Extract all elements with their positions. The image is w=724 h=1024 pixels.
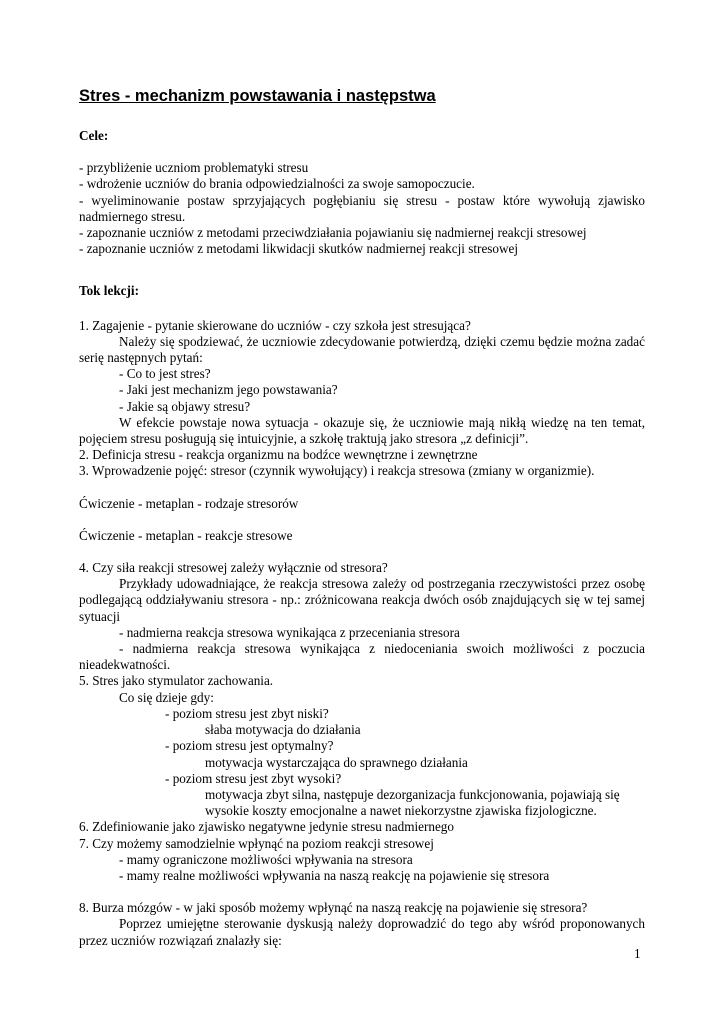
step-4-paragraph: Przykłady udowadniające, że reakcja stresowa zależy od postrzegania rzeczywistości przez osobę podlegającą oddziaływaniu stresora - np.: zróżnicowana reakcja dwóch osób znajdujących się w tej samej sytuacji bbox=[79, 576, 645, 624]
stress-level-optimal: - poziom stresu jest optymalny? bbox=[165, 738, 334, 754]
stress-level-low: - poziom stresu jest zbyt niski? bbox=[165, 705, 329, 721]
stress-level-optimal-answer: motywacja wystarczająca do sprawnego działania bbox=[205, 754, 468, 770]
step-1: 1. Zagajenie - pytanie skierowane do uczniów - czy szkoła jest stresująca? bbox=[79, 317, 471, 333]
stress-level-high: - poziom stresu jest zbyt wysoki? bbox=[165, 770, 342, 786]
exercise-2: Ćwiczenie - metaplan - reakcje stresowe bbox=[79, 527, 293, 543]
page-number: 1 bbox=[634, 946, 641, 961]
step-6: 6. Zdefiniowanie jako zjawisko negatywne jedynie stresu nadmiernego bbox=[79, 819, 454, 835]
step-1-question: - Jaki jest mechanizm jego powstawania? bbox=[119, 382, 338, 398]
exercise-1: Ćwiczenie - metaplan - rodzaje stresorów bbox=[79, 495, 299, 511]
step-3: 3. Wprowadzenie pojęć: stresor (czynnik wywołujący) i reakcja stresowa (zmiany w organizmie). bbox=[79, 463, 595, 479]
step-2: 2. Definicja stresu - reakcja organizmu na bodźce wewnętrzne i zewnętrzne bbox=[79, 447, 478, 463]
step-1-question: - Jakie są objawy stresu? bbox=[119, 398, 251, 414]
goal-item: - wdrożenie uczniów do brania odpowiedzialności za swoje samopoczucie. bbox=[79, 176, 475, 192]
step-7: 7. Czy możemy samodzielnie wpłynąć na poziom reakcji stresowej bbox=[79, 835, 434, 851]
step-5-question: Co się dzieje gdy: bbox=[119, 689, 214, 705]
step-7-bullet: - mamy ograniczone możliwości wpływania na stresora bbox=[119, 851, 413, 867]
step-1-question: - Co to jest stres? bbox=[119, 366, 211, 382]
step-5: 5. Stres jako stymulator zachowania. bbox=[79, 673, 274, 689]
step-4-bullet: - nadmierna reakcja stresowa wynikająca z przeceniania stresora bbox=[119, 624, 460, 640]
page-title: Stres - mechanizm powstawania i następstwa bbox=[79, 87, 436, 105]
document-content bbox=[79, 86, 645, 949]
step-8: 8. Burza mózgów - w jaki sposób możemy wpłynąć na naszą reakcję na pojawienie się stresora? bbox=[79, 900, 588, 916]
goal-item: - zapoznanie uczniów z metodami likwidacji skutków nadmiernej reakcji stresowej bbox=[79, 241, 519, 257]
goal-item: - przybliżenie uczniom problematyki stresu bbox=[79, 160, 309, 176]
goals-list bbox=[79, 160, 645, 257]
goals-heading: Cele: bbox=[79, 128, 109, 143]
stress-level-low-answer: słaba motywacja do działania bbox=[205, 722, 361, 738]
step-4: 4. Czy siła reakcji stresowej zależy wyłącznie od stresora? bbox=[79, 560, 388, 576]
goal-item: - zapoznanie uczniów z metodami przeciwdziałania pojawianiu się nadmiernej reakcji stresowej bbox=[79, 225, 587, 241]
stress-level-high-answer: motywacja zbyt silna, następuje dezorganizacja funkcjonowania, pojawiają się wysokie koszty emocjonalne a nawet niekorzystne zjawiska fizjologiczne. bbox=[205, 786, 620, 819]
step-1-effect: W efekcie powstaje nowa sytuacja - okazuje się, że uczniowie mają nikłą wiedzę na ten temat, pojęciem stresu posługują się intuicyjnie, a szkołę traktują jako stresora „z definicji”. bbox=[79, 414, 645, 447]
lesson-heading: Tok lekcji: bbox=[79, 283, 139, 299]
goal-item: - wyeliminowanie postaw sprzyjających pogłębianiu się stresu - postaw które wywołują zjawisko nadmiernego stresu. bbox=[79, 192, 645, 224]
step-1-paragraph: Należy się spodziewać, że uczniowie zdecydowanie potwierdzą, dzięki czemu będzie można zadać serię następnych pytań: bbox=[79, 333, 645, 366]
step-8-paragraph: Poprzez umiejętne sterowanie dyskusją należy doprowadzić do tego aby wśród proponowanych przez uczniów rozwiązań znalazły się: bbox=[79, 916, 645, 948]
step-4-bullet: - nadmierna reakcja stresowa wynikająca z niedoceniania swoich możliwości z poczucia nieadekwatności. bbox=[79, 641, 645, 673]
step-7-bullet: - mamy realne możliwości wpływania na naszą reakcję na pojawienie się stresora bbox=[119, 867, 550, 883]
